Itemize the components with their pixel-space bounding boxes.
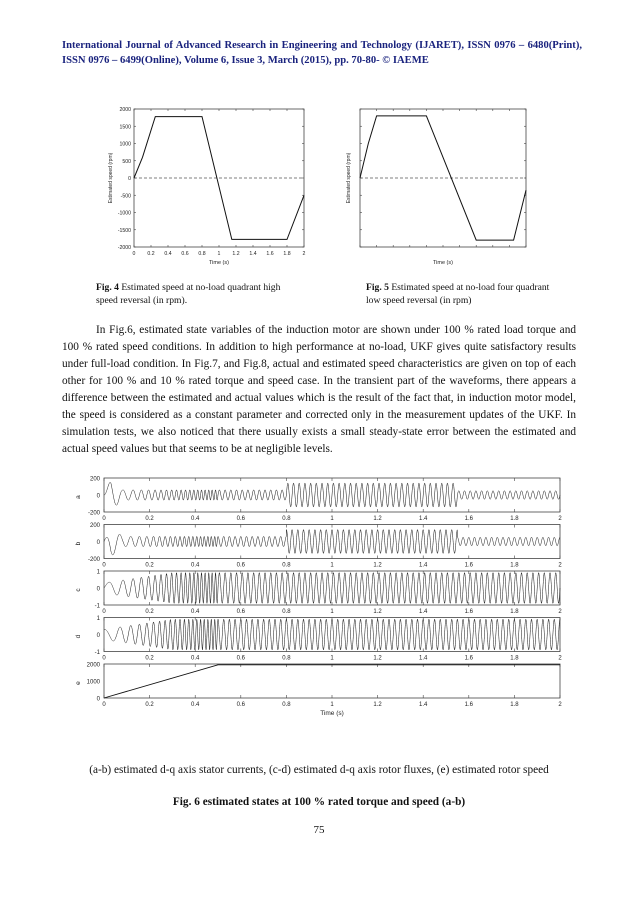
x-tick-label: 1.8 <box>283 251 291 257</box>
x-tick-label: 1.8 <box>510 516 519 522</box>
x-tick-label: 1.8 <box>510 609 519 615</box>
y-tick-label: -200 <box>87 557 100 563</box>
x-tick-label: 0 <box>102 655 106 662</box>
x-tick-label: 1.4 <box>419 609 428 615</box>
x-tick-label: 1.4 <box>249 251 257 257</box>
y-tick-label: 0 <box>96 540 100 546</box>
x-tick-label: 2 <box>558 516 562 522</box>
fig6-caption-text: estimated states at 100 % rated torque and speed (a-b) <box>199 796 466 808</box>
x-tick-label: 1 <box>330 562 334 569</box>
x-tick-label: 0.6 <box>236 609 245 615</box>
x-tick-label: 2 <box>558 702 562 708</box>
fig6-chart <box>70 470 570 750</box>
x-tick-label: 0.6 <box>236 516 245 522</box>
x-tick-label: 0 <box>132 251 136 257</box>
x-tick-label: 0.6 <box>236 562 245 569</box>
panel-series-a <box>104 482 560 507</box>
fig5-chart <box>342 103 532 271</box>
x-tick-label: 0 <box>102 609 106 615</box>
panel-series-d <box>104 619 560 650</box>
x-tick-label: 0.6 <box>181 251 189 257</box>
y-tick-label: -1 <box>94 603 100 610</box>
panel-frame-e <box>104 664 560 698</box>
x-tick-label: 1.6 <box>464 609 473 615</box>
x-tick-label: 0.4 <box>191 609 200 615</box>
y-tick-label: 1500 <box>119 124 131 131</box>
y-tick-label: 0 <box>96 586 100 593</box>
x-tick-label: 1.4 <box>419 562 428 569</box>
x-tick-label: 1.6 <box>464 516 473 522</box>
x-tick-label: 1.2 <box>373 562 382 569</box>
x-tick-label: 0.4 <box>191 562 200 569</box>
y-tick-label: 200 <box>89 523 100 529</box>
y-tick-label: 2000 <box>119 107 131 113</box>
x-tick-label: 1.4 <box>419 516 428 522</box>
fig4-chart <box>100 103 314 271</box>
x-tick-label: 0.6 <box>236 655 245 662</box>
x-tick-label: 1.2 <box>373 609 382 615</box>
x-tick-label: 1.4 <box>419 702 428 708</box>
x-tick-label: 1.2 <box>373 655 382 662</box>
y-tick-label: -1500 <box>117 227 131 234</box>
x-tick-label: 1.8 <box>510 562 519 569</box>
x-tick-label: 2 <box>302 251 306 257</box>
fig4-caption <box>96 281 286 307</box>
x-tick-label: 1.4 <box>419 655 428 662</box>
y-axis-label: Estimated speed (rpm) <box>346 152 352 204</box>
x-tick-label: 1.2 <box>232 251 240 257</box>
fig5-caption-label: Fig. 5 <box>366 282 389 293</box>
x-tick-label: 0.4 <box>191 702 200 708</box>
x-tick-label: 1 <box>330 609 334 615</box>
x-tick-label: 1.2 <box>373 702 382 708</box>
x-tick-label: 0.2 <box>145 655 154 662</box>
page-number: 75 <box>313 824 325 836</box>
x-tick-label: 0.2 <box>145 562 154 569</box>
panel-label-c: c <box>75 588 82 592</box>
y-tick-label: -200 <box>87 510 100 517</box>
x-tick-label: 1.6 <box>464 702 473 708</box>
y-tick-label: -2000 <box>117 245 131 251</box>
x-tick-label: 0.4 <box>164 251 172 257</box>
x-tick-label: 1.6 <box>464 562 473 569</box>
x-tick-label: 0.8 <box>198 251 206 257</box>
y-tick-label: 1 <box>96 569 100 576</box>
y-tick-label: 500 <box>122 158 131 165</box>
x-axis-label: Time (s) <box>209 260 229 266</box>
x-tick-label: 0.8 <box>282 562 291 569</box>
y-tick-label: 0 <box>96 696 100 703</box>
journal-header: International Journal of Advanced Research in Engineering and Technology (IJARET), ISSN 0976 – 6480(Print), ISSN 0976 – 6499(Online), Volume 6, Issue 3, March (2015), pp. 70-80- © IAEME <box>62 40 582 66</box>
x-tick-label: 0.8 <box>282 655 291 662</box>
y-tick-label: 0 <box>96 633 100 639</box>
y-tick-label: 0 <box>96 493 100 500</box>
x-tick-label: 2 <box>558 609 562 615</box>
x-tick-label: 2 <box>558 655 562 662</box>
x-tick-label: 0.8 <box>282 702 291 708</box>
y-tick-label: -1000 <box>117 210 131 217</box>
x-tick-label: 0.2 <box>145 702 154 708</box>
x-tick-label: 0.8 <box>282 516 291 522</box>
y-tick-label: 200 <box>89 476 100 483</box>
fig6-caption-label: Fig. 6 <box>172 796 200 808</box>
x-tick-label: 1.8 <box>510 655 519 662</box>
body-paragraph: In Fig.6, estimated state variables of the induction motor are shown under 100 % rated load torque and 100 % rated speed conditions. In addition to high performance at no-load, UKF gives quite satisfactory results under full-load condition. In Fig.7, and Fig.8, actual and estimated speed characteristics are given on top of each other for 100 % and 10 % rated torque and speed case. In the transient part of the waveforms, there appears a difference between the estimated and actual values which is the result of the fact that, in induction motor model, the speed is considered as a constant parameter and corrected only in the measurement updates of the UKF. In simulation tests, we also noticed that there usually exists a small steady-state error between the estimated and actual speed values but that seems to be at negligible levels. <box>62 324 576 455</box>
x-tick-label: 0.8 <box>282 609 291 615</box>
x-tick-label: 1.6 <box>266 251 274 257</box>
x-tick-label: 0 <box>102 516 106 522</box>
x-tick-label: 1 <box>217 251 221 257</box>
panel-series-b <box>104 530 560 555</box>
y-tick-label: 1000 <box>119 141 131 148</box>
x-axis-label: Time (s) <box>433 260 453 266</box>
x-tick-label: 1.8 <box>510 702 519 708</box>
y-tick-label: -1 <box>94 650 100 656</box>
x-tick-label: 1 <box>330 516 334 522</box>
fig6-caption-line1: (a-b) estimated d-q axis stator currents, (c-d) estimated d-q axis rotor fluxes, (e) estimated rotor speed <box>89 764 549 776</box>
y-tick-label: 0 <box>128 176 131 182</box>
x-tick-label: 0.4 <box>191 516 200 522</box>
x-tick-label: 1 <box>330 702 334 708</box>
panel-label-b: b <box>75 541 82 546</box>
fig5-caption-text: Estimated speed at no-load four quadrant low speed reversal (in rpm) <box>366 282 550 306</box>
x-tick-label: 2 <box>558 562 562 569</box>
y-tick-label: -500 <box>120 193 131 200</box>
x-tick-label: 0.2 <box>145 516 154 522</box>
x-tick-label: 0.2 <box>145 609 154 615</box>
fig4-caption-label: Fig. 4 <box>96 282 119 293</box>
fig4-caption-text: Estimated speed at no-load quadrant high speed reversal (in rpm). <box>96 282 281 306</box>
y-tick-label: 1000 <box>86 679 100 686</box>
x-tick-label: 0 <box>102 702 106 708</box>
y-tick-label: 2000 <box>86 662 100 669</box>
fig5-caption <box>366 281 556 307</box>
x-tick-label: 1.2 <box>373 516 382 522</box>
fig6-caption <box>62 794 576 810</box>
x-tick-label: 0.2 <box>147 251 155 257</box>
panel-label-e: e <box>75 681 82 685</box>
panel-label-a: a <box>75 495 82 499</box>
x-tick-label: 1 <box>330 655 334 662</box>
rotor-speed-line <box>104 665 560 698</box>
x-tick-label: 0 <box>102 562 106 569</box>
panel-label-d: d <box>75 634 82 639</box>
y-tick-label: 1 <box>96 616 100 622</box>
x-axis-label: Time (s) <box>320 710 344 717</box>
x-tick-label: 0.6 <box>236 702 245 708</box>
x-tick-label: 0.4 <box>191 655 200 662</box>
x-tick-label: 1.6 <box>464 655 473 662</box>
panel-series-c <box>104 573 560 604</box>
y-axis-label: Estimated speed (rpm) <box>108 152 114 204</box>
